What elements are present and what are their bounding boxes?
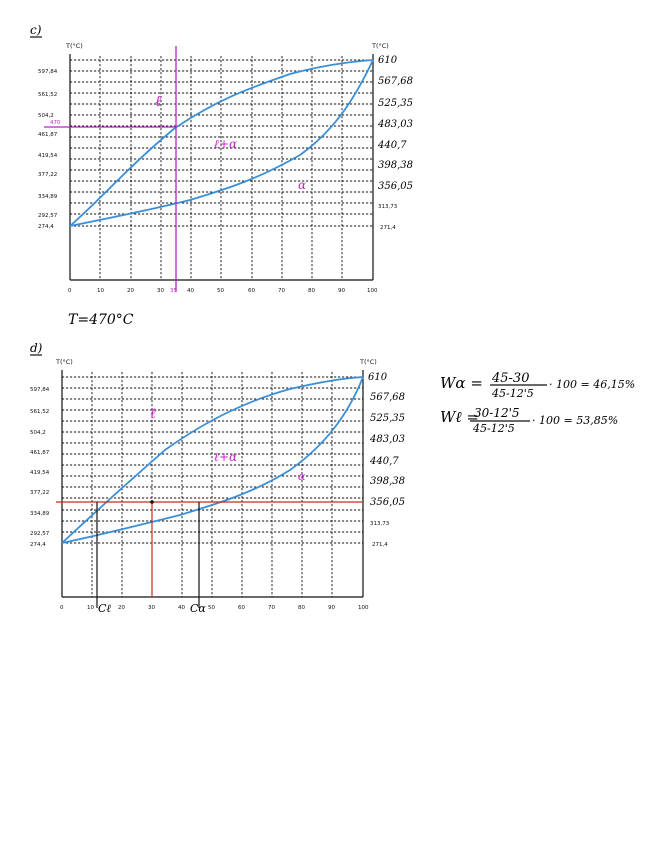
panel-c-marker-x: 35 (170, 288, 177, 294)
w-alpha-result: · 100 = 46,15% (549, 378, 636, 391)
panel-c-label: c) (30, 23, 42, 37)
tick-label: 313,73 (378, 204, 398, 210)
tick-label: 271,4 (372, 542, 388, 548)
panel-c-grid (70, 56, 373, 280)
tick-label: 461,87 (30, 450, 50, 456)
panel-c-temperature-note: T=470°C (68, 312, 134, 328)
tick-label: 561,52 (30, 409, 50, 415)
panel-d-liquidus-curve (62, 377, 363, 543)
tick-label: 356,05 (378, 181, 413, 192)
panel-c-right-axis-title: T(°C) (372, 42, 389, 50)
tick-label: 610 (378, 55, 398, 66)
tick-label: 274,4 (38, 224, 54, 230)
panel-c-x-ticks (68, 288, 378, 294)
panel-c-region-liquid-alpha: ℓ+α (214, 137, 238, 151)
tick-label: 50 (217, 288, 224, 294)
tick-label: 567,68 (378, 76, 413, 87)
tick-label: 100 (358, 605, 369, 611)
tick-label: 20 (127, 288, 134, 294)
tick-label: 334,89 (38, 194, 58, 200)
panel-c (30, 23, 413, 328)
tick-label: 356,05 (370, 497, 405, 508)
tick-label: 377,22 (30, 490, 50, 496)
tick-label: 398,38 (370, 476, 405, 487)
panel-c-marker-y: 470 (50, 120, 61, 126)
tick-label: 377,22 (38, 172, 58, 178)
tick-label: 30 (157, 288, 164, 294)
w-l-denominator: 45-12'5 (473, 422, 515, 435)
w-alpha-numerator: 45-30 (492, 371, 530, 386)
tick-label: 419,54 (38, 153, 58, 159)
w-l-numerator: 30-12'5 (474, 406, 520, 420)
w-alpha-lhs: Wα = (440, 374, 483, 392)
tick-label: 60 (238, 605, 245, 611)
tick-label: 525,35 (378, 98, 413, 109)
tick-label: 525,35 (370, 413, 405, 424)
tick-label: 610 (368, 372, 388, 383)
tick-label: 292,57 (30, 531, 50, 537)
tick-label: 70 (278, 288, 285, 294)
tick-label: 334,89 (30, 511, 50, 517)
tick-label: 292,57 (38, 213, 58, 219)
panel-d-solidus-curve (62, 377, 363, 543)
tick-label: 561,52 (38, 92, 58, 98)
tick-label: 10 (97, 288, 104, 294)
tick-label: 398,38 (378, 160, 413, 171)
panel-d-region-liquid-alpha: ℓ+α (214, 450, 238, 464)
panel-d-label: d) (30, 341, 43, 355)
tick-label: 10 (87, 605, 94, 611)
tick-label: 40 (178, 605, 185, 611)
panel-d-region-alpha: α (298, 470, 306, 483)
panel-d-left-ticks (30, 387, 50, 548)
tick-label: 90 (338, 288, 345, 294)
tick-label: 483,03 (378, 119, 413, 130)
tick-label: 419,54 (30, 470, 50, 476)
w-l-result: · 100 = 53,85% (532, 414, 619, 427)
panel-d-right-ticks (368, 372, 405, 548)
tick-label: 461,87 (38, 132, 58, 138)
panel-d-region-liquid: ℓ (150, 406, 156, 422)
tick-label: 80 (308, 288, 315, 294)
tick-label: 0 (68, 288, 72, 294)
panel-d-left-axis-title: T(°C) (56, 358, 73, 366)
panel-d-cl-label: Cℓ (98, 602, 111, 615)
tick-label: 597,84 (38, 69, 58, 75)
tick-label: 440,7 (378, 140, 407, 151)
tick-label: 440,7 (370, 456, 399, 467)
tick-label: 80 (298, 605, 305, 611)
weight-fraction-equations (440, 371, 635, 435)
tick-label: 90 (328, 605, 335, 611)
tick-label: 30 (148, 605, 155, 611)
panel-c-region-liquid: ℓ (155, 92, 162, 110)
tick-label: 313,73 (370, 521, 390, 527)
tick-label: 274,4 (30, 542, 46, 548)
tick-label: 271,4 (380, 225, 396, 231)
w-l-lhs: Wℓ = (440, 408, 480, 426)
w-alpha-denominator: 45-12'5 (492, 387, 534, 400)
tick-label: 100 (367, 288, 378, 294)
tick-label: 40 (187, 288, 194, 294)
tick-label: 20 (118, 605, 125, 611)
tick-label: 597,84 (30, 387, 50, 393)
tick-label: 70 (268, 605, 275, 611)
tick-label: 483,03 (370, 434, 405, 445)
tick-label: 567,68 (370, 392, 405, 403)
panel-c-left-axis-title: T(°C) (66, 42, 83, 50)
panel-d-grid (62, 372, 363, 597)
tick-label: 504,2 (38, 113, 54, 119)
tick-label: 60 (248, 288, 255, 294)
tick-label: 0 (60, 605, 64, 611)
panel-c-region-alpha: α (298, 178, 307, 192)
panel-d-right-axis-title: T(°C) (360, 358, 377, 366)
tick-label: 50 (208, 605, 215, 611)
panel-d-tie-point (150, 500, 154, 504)
tick-label: 504,2 (30, 430, 46, 436)
panel-c-left-ticks (38, 69, 58, 230)
panel-d (30, 341, 405, 615)
panel-d-ca-label: Cα (190, 602, 206, 615)
panel-c-right-ticks (377, 55, 413, 231)
